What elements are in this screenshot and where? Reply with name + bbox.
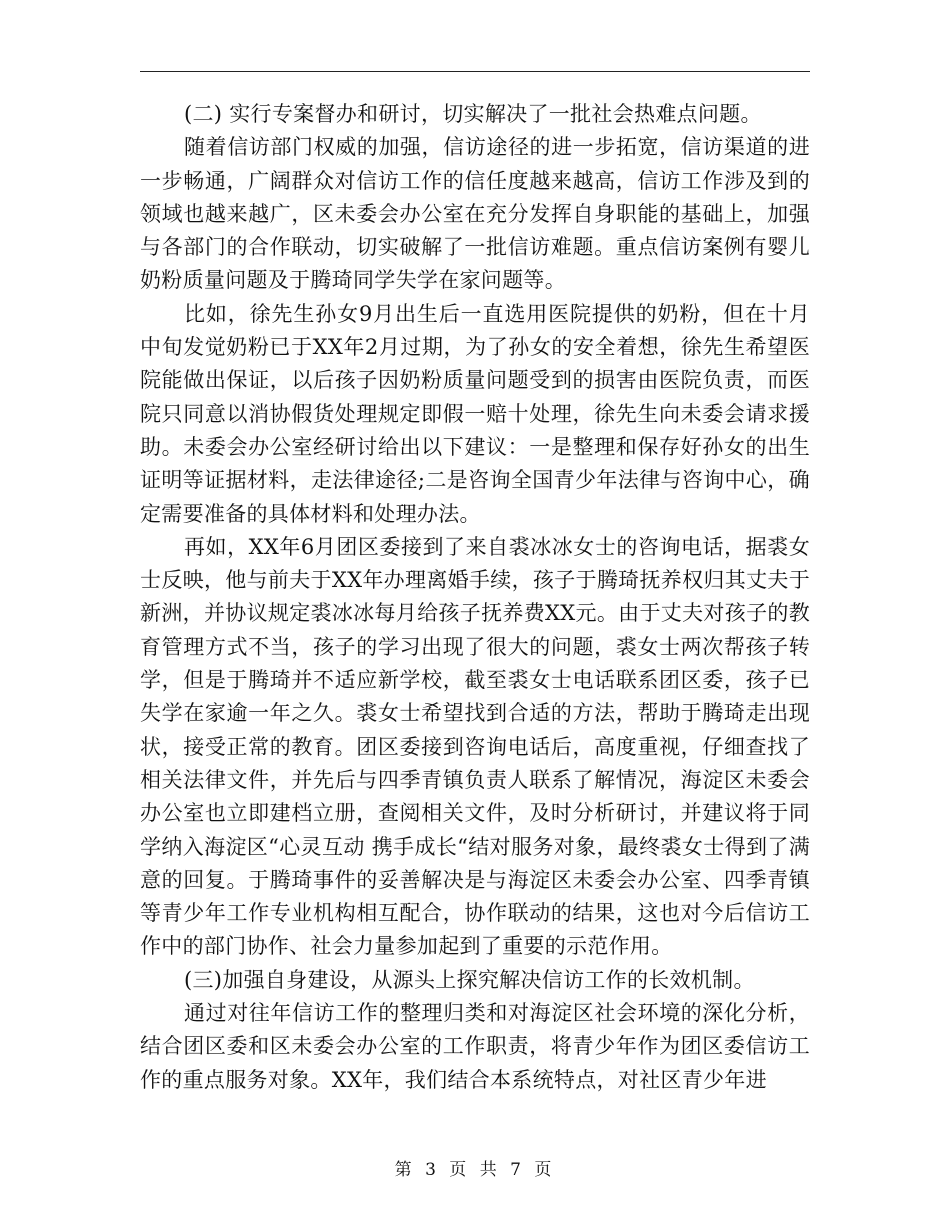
paragraph-petition-overview: 随着信访部门权威的加强，信访途径的进一步拓宽，信访渠道的进一步畅通，广阔群众对信访工作的信任度越来越高，信访工作涉及到的领域也越来越广，区未委会办公室在充分发挥自身职能的基础上，加强与各部门的合作联动，切实破解了一批信访难题。重点信访案例有婴儿奶粉质量问题及于腾琦同学失学在家问题等。: [140, 135, 810, 293]
header-rule: [140, 71, 810, 72]
paragraph-self-construction: 通过对往年信访工作的整理归类和对海淀区社会环境的深化分析，结合团区委和区未委会办公室的工作职责，将青少年作为团区委信访工作的重点服务对象。XX年，我们结合本系统特点，对社区青少年进: [140, 1001, 810, 1092]
paragraph-yu-tengqi-case: 再如，XX年6月团区委接到了来自裘冰冰女士的咨询电话，据裘女士反映，他与前夫于XX年办理离婚手续，孩子于腾琦抚养权归其丈夫于新洲，并协议规定裘冰冰每月给孩子抚养费XX元。由于丈夫对孩子的教育管理方式不当，孩子的学习出现了很大的问题，裘女士两次帮孩子转学，但是于腾琦并不适应新学校，截至裘女士电话联系团区委，孩子已失学在家逾一年之久。裘女士希望找到合适的方法，帮助于腾琦走出现状，接受正常的教育。团区委接到咨询电话后，高度重视，仔细查找了相关法律文件，并先后与四季青镇负责人联系了解情况，海淀区未委会办公室也立即建档立册，查阅相关文件，及时分析研讨，并建议将于同学纳入海淀区“心灵互动 携手成长“结对服务对象，最终裘女士得到了满意的回复。于腾琦事件的妥善解决是与海淀区未委会办公室、四季青镇等青少年工作专业机构相互配合，协作联动的结果，这也对今后信访工作中的部门协作、社会力量参加起到了重要的示范作用。: [140, 534, 810, 959]
paragraph-section-2-heading: (二) 实行专案督办和研讨，切实解决了一批社会热难点问题。: [184, 102, 762, 126]
paragraph-section-3-heading: (三)加强自身建设，从源头上探究解决信访工作的长效机制。: [184, 967, 755, 992]
document-body: [140, 98, 810, 1097]
page-number-footer: 第 3 页 共 7 页: [394, 1160, 556, 1180]
paragraph-milk-powder-case: 比如，徐先生孙女9月出生后一直选用医院提供的奶粉，但在十月中旬发觉奶粉已于XX年2月过期，为了孙女的安全着想，徐先生希望医院能做出保证，以后孩子因奶粉质量问题受到的损害由医院负责，而医院只同意以消协假货处理规定即假一赔十处理，徐先生向未委会请求援助。未委会办公室经研讨给出以下建议：一是整理和保存好孙女的出生证明等证据材料，走法律途径;二是咨询全国青少年法律与咨询中心，确定需要准备的具体材料和处理办法。: [140, 301, 810, 526]
